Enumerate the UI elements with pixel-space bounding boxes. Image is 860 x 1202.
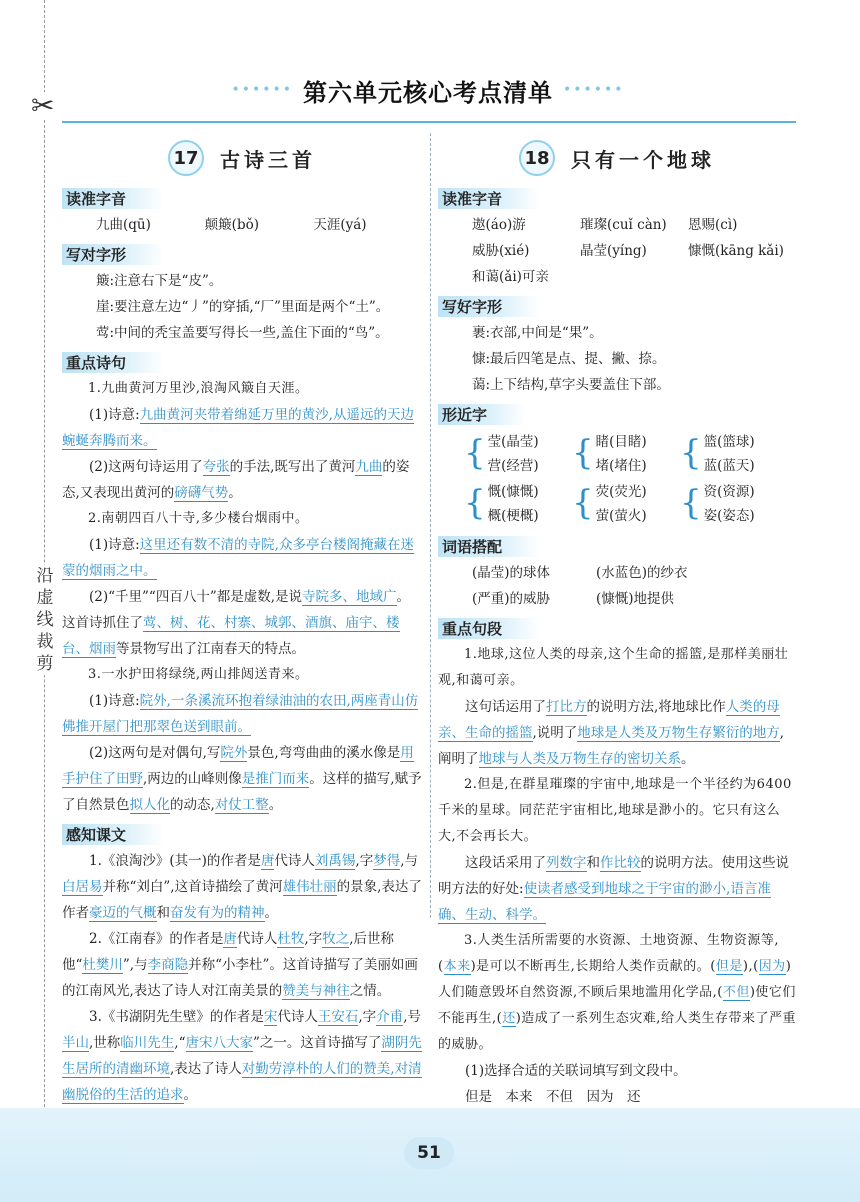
similar-pair: { 莹(晶莹) 营(经营) bbox=[464, 433, 539, 474]
zixing-item: 裹:衣部,中间是“果”。 bbox=[472, 325, 603, 341]
text-summary: 1.《浪淘沙》(其一)的作者是唐代诗人刘禹锡,字梦得,与白居易并称“刘白”,这首诗描绘了黄河雄伟壮丽的景象,表达了作者豪迈的气概和奋发有为的精神。 bbox=[62, 853, 422, 921]
section-heading: 读准字音 bbox=[438, 188, 540, 209]
similar-pair: { 篮(篮球) 蓝(蓝天) bbox=[680, 433, 755, 474]
pron-item: 和蔼(ǎi)可亲 bbox=[472, 269, 549, 285]
question: (1)选择合适的关联词填写到文段中。 bbox=[465, 1063, 687, 1079]
collocation-row bbox=[438, 560, 796, 586]
pronunciation-row bbox=[62, 212, 422, 238]
section-heading: 形近字 bbox=[438, 404, 525, 425]
lesson-heading bbox=[438, 140, 796, 176]
lesson-number: 18 bbox=[519, 140, 555, 176]
pron-item: 晶莹(yíng) bbox=[580, 243, 647, 259]
lesson-title: 古诗三首 bbox=[220, 147, 316, 172]
pron-item: 恩赐(cì) bbox=[688, 217, 738, 233]
zixing-item: 慷:最后四笔是点、提、撇、捺。 bbox=[472, 351, 666, 367]
pron-item: 遨(áo)游 bbox=[472, 217, 526, 233]
poem-line: 2.南朝四百八十寺,多少楼台烟雨中。 bbox=[88, 511, 309, 526]
collocation-item: (慷慨)地提供 bbox=[596, 591, 675, 607]
similar-pair: { 睹(目睹) 堵(堵住) bbox=[572, 433, 647, 474]
text-summary: 3.《书湖阴先生壁》的作者是宋代诗人王安石,字介甫,号半山,世称临川先生,“唐宋八大家”之一。这首诗描写了湖阴先生居所的清幽环境,表达了诗人对勤劳淳朴的人们的赞美,对清幽脱俗的生活的追求。 bbox=[62, 1009, 422, 1103]
zixing-item: 莺:中间的秃宝盖要写得长一些,盖住下面的“鸟”。 bbox=[96, 325, 389, 341]
similar-pair: { 荧(荧光) 萤(萤火) bbox=[572, 483, 647, 524]
similar-chars-row bbox=[438, 480, 796, 528]
collocation-row bbox=[438, 586, 796, 612]
zixing-item: 簸:注意右下是“皮”。 bbox=[96, 273, 223, 289]
question-options: 但是 本来 不但 因为 还 bbox=[465, 1089, 641, 1105]
poem-meaning: (1)诗意:这里还有数不清的寺院,众多亭台楼阁掩藏在迷蒙的烟雨之中。 bbox=[62, 537, 414, 579]
key-passage: 3.人类生活所需要的水资源、土地资源、生物资源等,(本来)是可以不断再生,长期给人类作贡献的。(但是),(因为)人们随意毁坏自然资源,不顾后果地滥用化学品,(不但)使它们不能再生,(还)造成了一系列生态灾难,给人类生存带来了严重的威胁。 bbox=[438, 933, 796, 1052]
similar-chars-row bbox=[438, 430, 796, 478]
passage-analysis: 这段话采用了列数字和作比较的说明方法。使用这些说明方法的好处:使读者感受到地球之于宇宙的渺小,语言准确、生动、科学。 bbox=[438, 855, 789, 923]
header-dots-left: •••••• bbox=[231, 82, 293, 98]
pron-item: 九曲(qū) bbox=[96, 217, 151, 233]
section-heading: 写好字形 bbox=[438, 296, 540, 317]
section-heading: 词语搭配 bbox=[438, 536, 540, 557]
right-column bbox=[438, 140, 796, 1138]
section-heading: 重点诗句 bbox=[62, 352, 164, 373]
key-passage: 1.地球,这位人类的母亲,这个生命的摇篮,是那样美丽壮观,和蔼可亲。 bbox=[438, 647, 789, 688]
collocation-item: (水蓝色)的纱衣 bbox=[596, 565, 688, 581]
poem-meaning: (1)诗意:院外,一条溪流环抱着绿油油的农田,两座青山仿佛推开屋门把那翠色送到眼前。 bbox=[62, 693, 419, 735]
section-heading: 读准字音 bbox=[62, 188, 164, 209]
page-header bbox=[60, 70, 796, 110]
page-number: 51 bbox=[404, 1137, 454, 1169]
pron-item: 天涯(yá) bbox=[313, 217, 367, 233]
zixing-item: 蔼:上下结构,草字头要盖住下部。 bbox=[472, 377, 670, 393]
lesson-heading bbox=[62, 140, 422, 176]
collocation-item: (严重)的威胁 bbox=[472, 591, 551, 607]
section-heading: 重点句段 bbox=[438, 618, 540, 639]
poem-analysis: (2)这两句是对偶句,写院外景色,弯弯曲曲的溪水像是用手护住了田野,两边的山峰则像是推门而来。这样的描写,赋予了自然景色拟人化的动态,对仗工整。 bbox=[62, 745, 422, 813]
poem-line: 3.一水护田将绿绕,两山排闼送青来。 bbox=[88, 667, 309, 682]
pron-item: 璀璨(cuǐ càn) bbox=[580, 217, 667, 233]
pron-item: 威胁(xié) bbox=[472, 243, 530, 259]
header-dots-right: •••••• bbox=[563, 82, 625, 98]
pronunciation-row bbox=[438, 238, 796, 264]
zixing-item: 崖:要注意左边“丿”的穿插,“厂”里面是两个“土”。 bbox=[96, 299, 390, 315]
lesson-title: 只有一个地球 bbox=[571, 147, 715, 172]
section-heading: 写对字形 bbox=[62, 244, 164, 265]
poem-line: 1.九曲黄河万里沙,浪淘风簸自天涯。 bbox=[88, 381, 309, 396]
left-column bbox=[62, 140, 422, 1108]
pronunciation-row bbox=[438, 264, 796, 290]
page-title: 第六单元核心考点清单 bbox=[303, 77, 553, 107]
poem-analysis: (2)“千里”“四百八十”都是虚数,是说寺院多、地域广。这首诗抓住了莺、树、花、村寨、城郭、酒旗、庙宇、楼台、烟雨等景物写出了江南春天的特点。 bbox=[62, 589, 411, 657]
pron-item: 颠簸(bǒ) bbox=[204, 217, 259, 233]
column-divider bbox=[430, 133, 431, 918]
similar-pair: { 慨(慷慨) 概(梗概) bbox=[464, 483, 539, 524]
key-passage: 2.但是,在群星璀璨的宇宙中,地球是一个半径约为6400千米的星球。同茫茫宇宙相比,地球是渺小的。它只有这么大,不会再长大。 bbox=[438, 777, 792, 844]
passage-analysis: 这句话运用了打比方的说明方法,将地球比作人类的母亲、生命的摇篮,说明了地球是人类及万物生存繁衍的地方,阐明了地球与人类及万物生存的密切关系。 bbox=[438, 699, 785, 767]
header-rule bbox=[62, 121, 796, 123]
collocation-item: (晶莹)的球体 bbox=[472, 565, 551, 581]
poem-analysis: (2)这两句诗运用了夸张的手法,既写出了黄河九曲的姿态,又表现出黄河的磅礴气势。 bbox=[62, 459, 410, 501]
similar-pair: { 资(资源) 姿(姿态) bbox=[680, 483, 755, 524]
lesson-number: 17 bbox=[168, 140, 204, 176]
section-heading: 感知课文 bbox=[62, 824, 164, 845]
pron-item: 慷慨(kāng kǎi) bbox=[688, 243, 784, 259]
poem-meaning: (1)诗意:九曲黄河夹带着绵延万里的黄沙,从遥远的天边蜿蜒奔腾而来。 bbox=[62, 407, 414, 449]
cut-label: 沿虚线裁剪 bbox=[36, 566, 54, 674]
scissors-icon: ✂ bbox=[31, 89, 55, 122]
text-summary: 2.《江南春》的作者是唐代诗人杜牧,字牧之,后世称他“杜樊川”,与李商隐并称“小李杜”。这首诗描写了美丽如画的江南风光,表达了诗人对江南美景的赞美与神往之情。 bbox=[62, 931, 418, 999]
pronunciation-row bbox=[438, 212, 796, 238]
